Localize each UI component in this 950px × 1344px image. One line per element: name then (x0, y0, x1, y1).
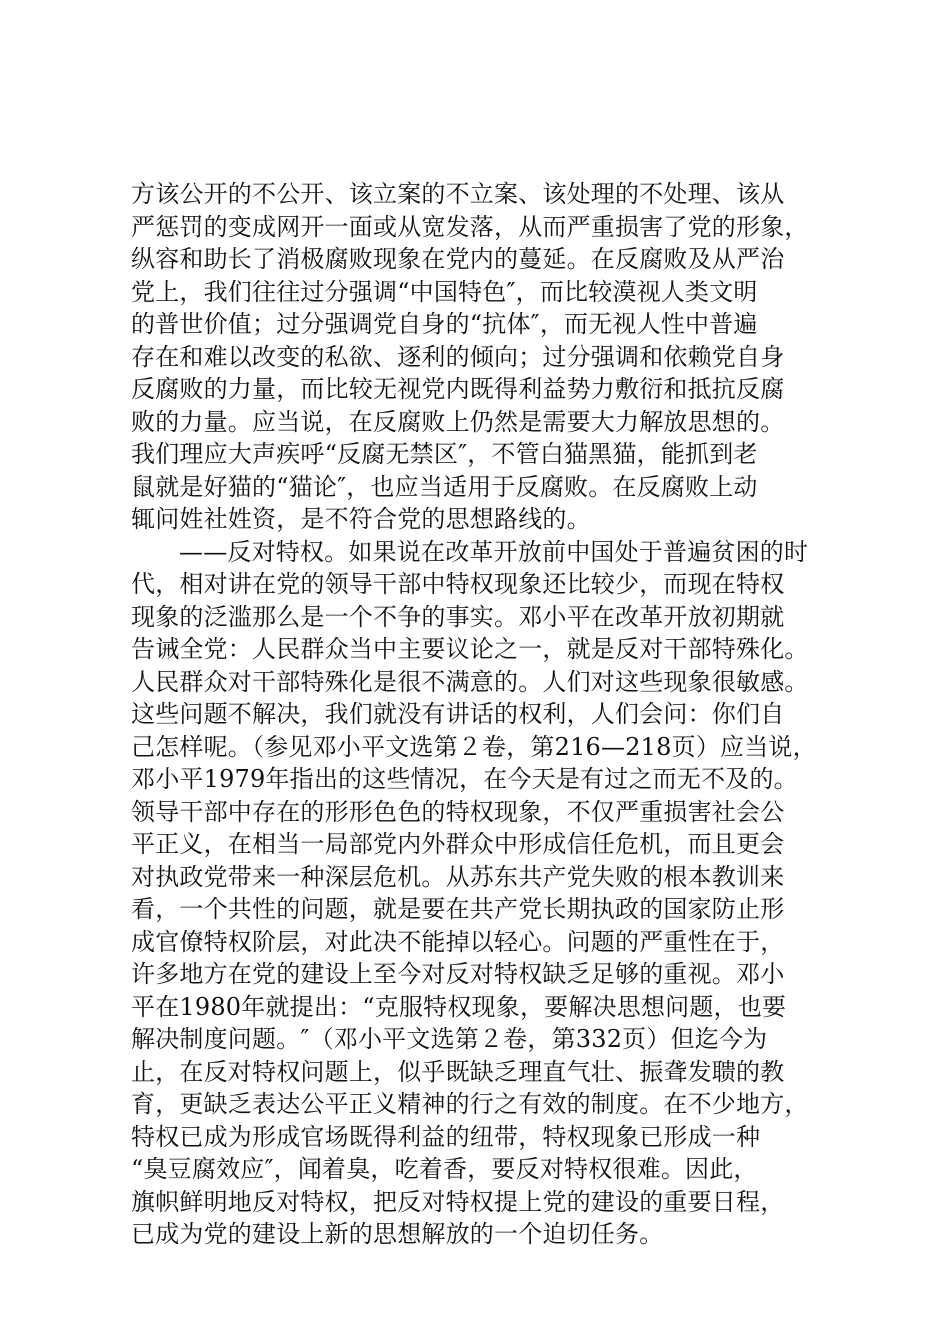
text-line: 己怎样呢。（参见邓小平文选第２卷，第216—218页）应当说， (131, 732, 817, 761)
text-line: 特权已成为形成官场既得利益的纽带，特权现象已形成一种 (131, 1122, 761, 1151)
text-line: 告诫全党：人民群众当中主要议论之一，就是反对干部特殊化。 (131, 635, 809, 663)
text-line: 我们理应大声疾呼“反腐无禁区″，不管白猫黑猫，能抓到老 (131, 440, 758, 468)
text-line: 存在和难以改变的私欲、逐利的倾向；过分强调和依赖党自身 (131, 342, 785, 371)
text-line: 旗帜鲜明地反对特权，把反对特权提上党的建设的重要日程， (131, 1187, 785, 1216)
text-line: 辄问姓社姓资，是不符合党的思想路线的。 (131, 505, 591, 533)
text-line: “臭豆腐效应″，闻着臭，吃着香，要反对特权很难。因此， (131, 1155, 758, 1183)
text-line: 党上，我们往往过分强调“中国特色″，而比较漠视人类文明 (131, 277, 758, 306)
text-line: 人民群众对干部特殊化是很不满意的。人们对这些现象很敏感。 (131, 667, 809, 696)
paragraph-start-line: ——反对特权。如果说在改革开放前中国处于普遍贫困的时 (179, 537, 809, 566)
text-line: 纵容和助长了消极腐败现象在党内的蔓延。在反腐败及从严治 (131, 245, 785, 273)
text-line: 止，在反对特权问题上，似乎既缺乏理直气壮、振聋发聩的教 (131, 1057, 785, 1086)
text-line: 已成为党的建设上新的思想解放的一个迫切任务。 (131, 1220, 664, 1248)
text-line: 方该公开的不公开、该立案的不立案、该处理的不处理、该从 (131, 180, 785, 208)
text-line: 平在1980年就提出：“克服特权现象，要解决思想问题，也要 (131, 992, 787, 1021)
text-line: 邓小平1979年指出的这些情况，在今天是有过之而无不及的。 (131, 765, 798, 793)
text-line: 成官僚特权阶层，对此决不能掉以轻心。问题的严重性在于， (131, 927, 785, 956)
text-line: 代，相对讲在党的领导干部中特权现象还比较少，而现在特权 (131, 570, 785, 598)
text-line: 这些问题不解决，我们就没有讲话的权利，人们会问：你们自 (131, 700, 785, 728)
text-line: 平正义，在相当一局部党内外群众中形成信任危机，而且更会 (131, 830, 785, 858)
text-line: 育，更缺乏表达公平正义精神的行之有效的制度。在不少地方， (131, 1090, 809, 1118)
text-line: 看，一个共性的问题，就是要在共产党长期执政的国家防止形 (131, 895, 785, 923)
text-line: 的普世价值；过分强调党自身的“抗体″，而无视人性中普遍 (131, 310, 758, 338)
text-line: 许多地方在党的建设上至今对反对特权缺乏足够的重视。邓小 (131, 960, 785, 988)
body-text (131, 178, 851, 1251)
text-line: 对执政党带来一种深层危机。从苏东共产党失败的根本教训来 (131, 862, 785, 891)
text-line: 领导干部中存在的形形色色的特权现象，不仅严重损害社会公 (131, 797, 785, 826)
text-line: 鼠就是好猫的“猫论″，也应当适用于反腐败。在反腐败上动 (131, 472, 758, 501)
text-line: 严惩罚的变成网开一面或从宽发落，从而严重损害了党的形象， (131, 212, 809, 241)
text-line: 反腐败的力量，而比较无视党内既得利益势力敷衍和抵抗反腐 (131, 375, 785, 403)
text-line: 解决制度问题。″（邓小平文选第２卷，第332页）但迄今为 (131, 1025, 768, 1053)
text-line: 现象的泛滥那么是一个不争的事实。邓小平在改革开放初期就 (131, 602, 785, 631)
text-line: 败的力量。应当说，在反腐败上仍然是需要大力解放思想的。 (131, 407, 785, 436)
